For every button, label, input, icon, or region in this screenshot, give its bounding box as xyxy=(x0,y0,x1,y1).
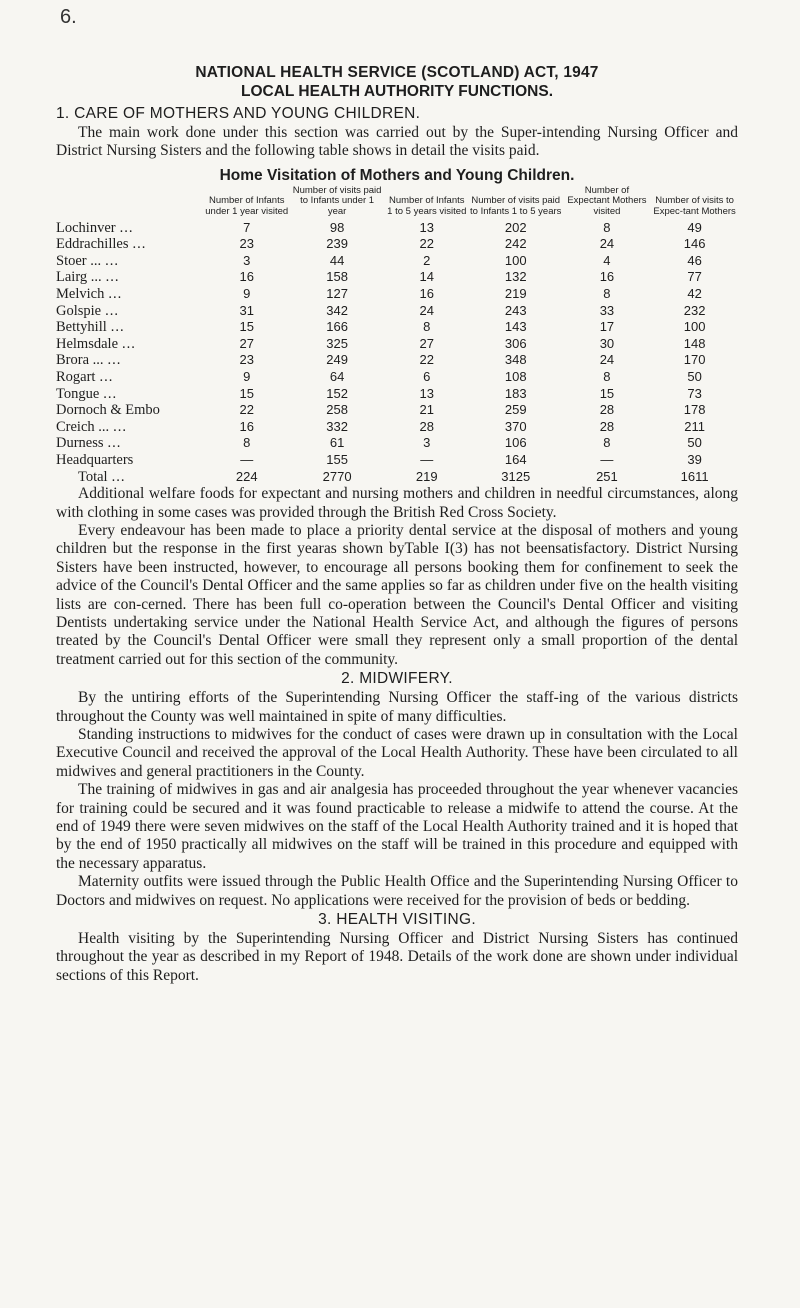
value-cell: 27 xyxy=(239,335,254,351)
district-name-cell xyxy=(56,402,204,419)
page-number: 6. xyxy=(60,6,77,28)
value-cell: 2770 xyxy=(322,468,352,484)
value-cell: 39 xyxy=(687,451,702,467)
district-name-cell xyxy=(56,469,204,486)
paragraph-maternity-outfits: Maternity outfits were issued through the Public Health Office and the Superintending Nursing Officer to Doctors and midwives on request. No applications were received for the provision of beds or bedding. xyxy=(56,873,738,909)
value-cell: 16 xyxy=(419,285,434,301)
value-cell: 27 xyxy=(419,335,434,351)
column-header-infants-visited: Number of Infants under 1 year visited xyxy=(205,195,289,217)
value-cell: 224 xyxy=(235,468,258,484)
value-cell: 146 xyxy=(683,236,706,252)
value-cell: 50 xyxy=(687,435,702,451)
value-cell: — xyxy=(600,451,614,467)
value-cell: 249 xyxy=(326,352,348,368)
table-row xyxy=(56,352,738,369)
column-header-children-visited: Number of Infants 1 to 5 years visited xyxy=(387,195,467,217)
district-name-cell xyxy=(56,452,204,469)
table-row xyxy=(56,452,738,469)
value-cell: 3125 xyxy=(501,468,531,484)
value-cell: 342 xyxy=(326,302,348,318)
value-cell: 61 xyxy=(329,435,345,451)
district-name-cell xyxy=(56,369,204,386)
value-cell: 7 xyxy=(243,219,251,235)
district-name-cell xyxy=(56,419,204,436)
table-total-row xyxy=(56,469,738,486)
value-cell: 4 xyxy=(603,252,611,268)
district-name: Lairg ... xyxy=(56,269,102,286)
value-cell: 44 xyxy=(329,252,345,268)
value-cell: 28 xyxy=(599,402,615,418)
table-row xyxy=(56,402,738,419)
value-cell: 348 xyxy=(504,352,527,368)
value-cell: 100 xyxy=(683,319,706,335)
value-cell: 14 xyxy=(419,269,434,285)
leader-dots: ... xyxy=(107,435,122,452)
district-name-cell xyxy=(56,286,204,303)
district-name-cell xyxy=(56,220,204,237)
value-cell: 251 xyxy=(596,468,618,484)
value-cell: 370 xyxy=(504,418,527,434)
leader-dots: ... xyxy=(110,319,125,336)
table-row xyxy=(56,369,738,386)
leader-dots: ... xyxy=(107,352,122,369)
value-cell: 8 xyxy=(603,368,611,384)
value-cell: 219 xyxy=(504,285,527,301)
district-name: Brora ... xyxy=(56,352,104,369)
document-subheading: LOCAL HEALTH AUTHORITY FUNCTIONS. xyxy=(241,83,553,100)
table-header-row xyxy=(56,186,738,220)
value-cell: 164 xyxy=(504,451,527,467)
district-name: Melvich xyxy=(56,285,105,302)
home-visitation-table xyxy=(56,186,738,485)
value-cell: 22 xyxy=(419,236,434,252)
leader-dots: ... xyxy=(108,285,123,302)
paragraph-health-visiting: Health visiting by the Superintending Nursing Officer and District Nursing Sisters has continued throughout the year as described in my Report of 1948. Details of the work done are shown under individual sections of this Report. xyxy=(56,930,738,984)
table-row xyxy=(56,303,738,320)
value-cell: 3 xyxy=(423,435,431,451)
value-cell: 243 xyxy=(504,302,527,318)
district-name: Rogart xyxy=(56,368,96,385)
value-cell: 183 xyxy=(504,385,527,401)
table-row xyxy=(56,286,738,303)
value-cell: 325 xyxy=(326,335,348,351)
section-3-title: 3. HEALTH VISITING. xyxy=(318,911,476,929)
column-header-district xyxy=(56,186,204,220)
district-name: Dornoch & Embo xyxy=(56,402,160,419)
value-cell: 155 xyxy=(326,451,348,467)
value-cell: 100 xyxy=(504,252,527,268)
value-cell: 17 xyxy=(599,319,615,335)
district-name-cell xyxy=(56,253,204,270)
district-name-cell xyxy=(56,435,204,452)
value-cell: 33 xyxy=(599,302,615,318)
value-cell: 127 xyxy=(326,285,348,301)
paragraph-midwifery-staffing: By the untiring efforts of the Superintending Nursing Officer the staff-ing of the various districts throughout the County was well maintained in spite of many difficulties. xyxy=(56,689,738,725)
value-cell: 6 xyxy=(423,368,431,384)
value-cell: 28 xyxy=(419,418,434,434)
value-cell: 232 xyxy=(683,302,706,318)
value-cell: 8 xyxy=(603,285,611,301)
leader-dots: ... xyxy=(105,252,119,269)
value-cell: 166 xyxy=(326,319,348,335)
value-cell: 24 xyxy=(419,302,434,318)
table-row xyxy=(56,336,738,353)
district-name-cell xyxy=(56,352,204,369)
district-name: Creich ... xyxy=(56,418,110,435)
paragraph-midwifery-training: The training of midwives in gas and air analgesia has proceeded throughout the year whenever vacancies for training could be secured and it was found practicable to release a midwife to attend the course. At the end of 1949 there were seven midwives on the staff of the Local Health Authority trained and it is hoped that by the end of 1950 practically all midwives on the staff will be trained in this procedure and equipped with the necessary apparatus. xyxy=(56,781,738,872)
value-cell: — xyxy=(420,451,434,467)
leader-dots: ... xyxy=(105,269,120,286)
leader-dots: ... xyxy=(119,219,134,236)
value-cell: 22 xyxy=(419,352,434,368)
value-cell: 152 xyxy=(326,385,348,401)
value-cell: 24 xyxy=(599,236,615,252)
value-cell: 170 xyxy=(683,352,706,368)
value-cell: 3 xyxy=(243,252,251,268)
district-name: Bettyhill xyxy=(56,319,107,336)
value-cell: 259 xyxy=(504,402,527,418)
paragraph-dental-service: Every endeavour has been made to place a priority dental service at the disposal of mothers and young children but the response in the first yearas shown byTable I(3) has not beensatisfactory. District Nursing Sisters have been instructed, however, to encourage all persons booking them for confinement to seek the advice of the Council's Dental Officer and the same applies so far as children under five on the health visiting lists are con-cerned. There has been full co-operation between the Council's Dental Officer and visiting Dentists undertaking service under the National Health Service Act, and although the figures of persons treated by the Council's Dental Officer were small they represent only a small proportion of the dental treatment carried out for this section of the community. xyxy=(56,521,738,668)
leader-dots: ... xyxy=(113,418,128,435)
value-cell: 22 xyxy=(239,402,254,418)
value-cell: 306 xyxy=(504,335,527,351)
value-cell: 98 xyxy=(329,219,345,235)
value-cell: 28 xyxy=(599,418,615,434)
table-row xyxy=(56,236,738,253)
value-cell: 73 xyxy=(687,385,702,401)
district-name: Headquarters xyxy=(56,451,134,468)
district-name: Golspie xyxy=(56,302,102,319)
district-name: Eddrachilles xyxy=(56,236,129,253)
value-cell: 202 xyxy=(504,219,527,235)
document-heading: NATIONAL HEALTH SERVICE (SCOTLAND) ACT, 1947 xyxy=(195,64,599,81)
district-name: Lochinver xyxy=(56,219,116,236)
district-name-cell xyxy=(56,386,204,403)
table-row xyxy=(56,435,738,452)
value-cell: 108 xyxy=(504,368,527,384)
table-row xyxy=(56,419,738,436)
value-cell: 49 xyxy=(687,219,702,235)
leader-dots: ... xyxy=(122,335,136,352)
value-cell: 178 xyxy=(683,402,706,418)
leader-dots: ... xyxy=(132,236,147,253)
value-cell: 30 xyxy=(599,335,615,351)
value-cell: 16 xyxy=(239,418,254,434)
table-row xyxy=(56,253,738,270)
column-header-children-visits: Number of visits paid to Infants 1 to 5 years xyxy=(470,195,562,217)
section-1-intro: The main work done under this section was carried out by the Super-intending Nursing Officer and District Nursing Sisters and the following table shows in detail the visits paid. xyxy=(56,124,738,160)
paragraph-welfare-foods: Additional welfare foods for expectant and nursing mothers and children in needful circumstances, along with clothing in some cases was provided through the British Red Cross Society. xyxy=(56,485,738,521)
district-name: Durness xyxy=(56,435,104,452)
value-cell: 219 xyxy=(415,468,438,484)
value-cell: 106 xyxy=(504,435,527,451)
value-cell: 9 xyxy=(243,368,251,384)
value-cell: 9 xyxy=(243,285,251,301)
district-name-cell xyxy=(56,236,204,253)
value-cell: 24 xyxy=(599,352,615,368)
section-1-title: 1. CARE OF MOTHERS AND YOUNG CHILDREN. xyxy=(56,105,421,122)
value-cell: 15 xyxy=(599,385,615,401)
value-cell: — xyxy=(240,451,254,467)
value-cell: 8 xyxy=(423,319,431,335)
table-row xyxy=(56,319,738,336)
value-cell: 64 xyxy=(329,368,345,384)
value-cell: 15 xyxy=(239,385,254,401)
table-row xyxy=(56,220,738,237)
paragraph-midwifery-instructions: Standing instructions to midwives for the conduct of cases were drawn up in consultation with the Local Executive Council and received the approval of the Local Health Authority. These have been circulated to all midwives and general practitioners in the County. xyxy=(56,725,738,780)
district-name: Total xyxy=(78,468,108,485)
value-cell: 239 xyxy=(326,236,348,252)
district-name-cell xyxy=(56,336,204,353)
value-cell: 258 xyxy=(326,402,348,418)
leader-dots: ... xyxy=(103,385,118,402)
district-name-cell xyxy=(56,269,204,286)
district-name: Stoer ... xyxy=(56,252,102,269)
value-cell: 148 xyxy=(683,335,706,351)
district-name-cell xyxy=(56,303,204,320)
value-cell: 42 xyxy=(687,285,702,301)
section-2-title: 2. MIDWIFERY. xyxy=(341,670,453,688)
value-cell: 242 xyxy=(504,236,527,252)
table-row xyxy=(56,269,738,286)
value-cell: 46 xyxy=(687,252,702,268)
value-cell: 23 xyxy=(239,236,254,252)
value-cell: 23 xyxy=(239,352,254,368)
value-cell: 132 xyxy=(504,269,527,285)
leader-dots: ... xyxy=(111,468,126,485)
value-cell: 77 xyxy=(687,269,702,285)
value-cell: 211 xyxy=(684,418,705,434)
value-cell: 50 xyxy=(687,368,702,384)
value-cell: 13 xyxy=(419,385,434,401)
table-row xyxy=(56,386,738,403)
column-header-mother-visits: Number of visits to Expec-tant Mothers xyxy=(653,195,736,217)
table-caption: Home Visitation of Mothers and Young Children. xyxy=(219,166,575,184)
value-cell: 21 xyxy=(419,402,434,418)
column-header-infant-visits: Number of visits paid to Infants under 1 year xyxy=(292,184,382,217)
value-cell: 31 xyxy=(239,302,254,318)
value-cell: 16 xyxy=(599,269,615,285)
value-cell: 2 xyxy=(423,252,431,268)
value-cell: 15 xyxy=(239,319,254,335)
value-cell: 8 xyxy=(603,219,611,235)
leader-dots: ... xyxy=(105,302,119,319)
value-cell: 8 xyxy=(243,435,251,451)
value-cell: 1611 xyxy=(680,468,709,484)
value-cell: 8 xyxy=(603,435,611,451)
column-header-mothers-visited: Number of Expectant Mothers visited xyxy=(567,184,647,217)
value-cell: 158 xyxy=(326,269,348,285)
value-cell: 16 xyxy=(239,269,254,285)
value-cell: 143 xyxy=(504,319,527,335)
district-name: Tongue xyxy=(56,385,100,402)
district-name-cell xyxy=(56,319,204,336)
value-cell: 13 xyxy=(419,219,434,235)
leader-dots: ... xyxy=(99,368,114,385)
district-name: Helmsdale xyxy=(56,335,119,352)
value-cell: 332 xyxy=(326,418,348,434)
